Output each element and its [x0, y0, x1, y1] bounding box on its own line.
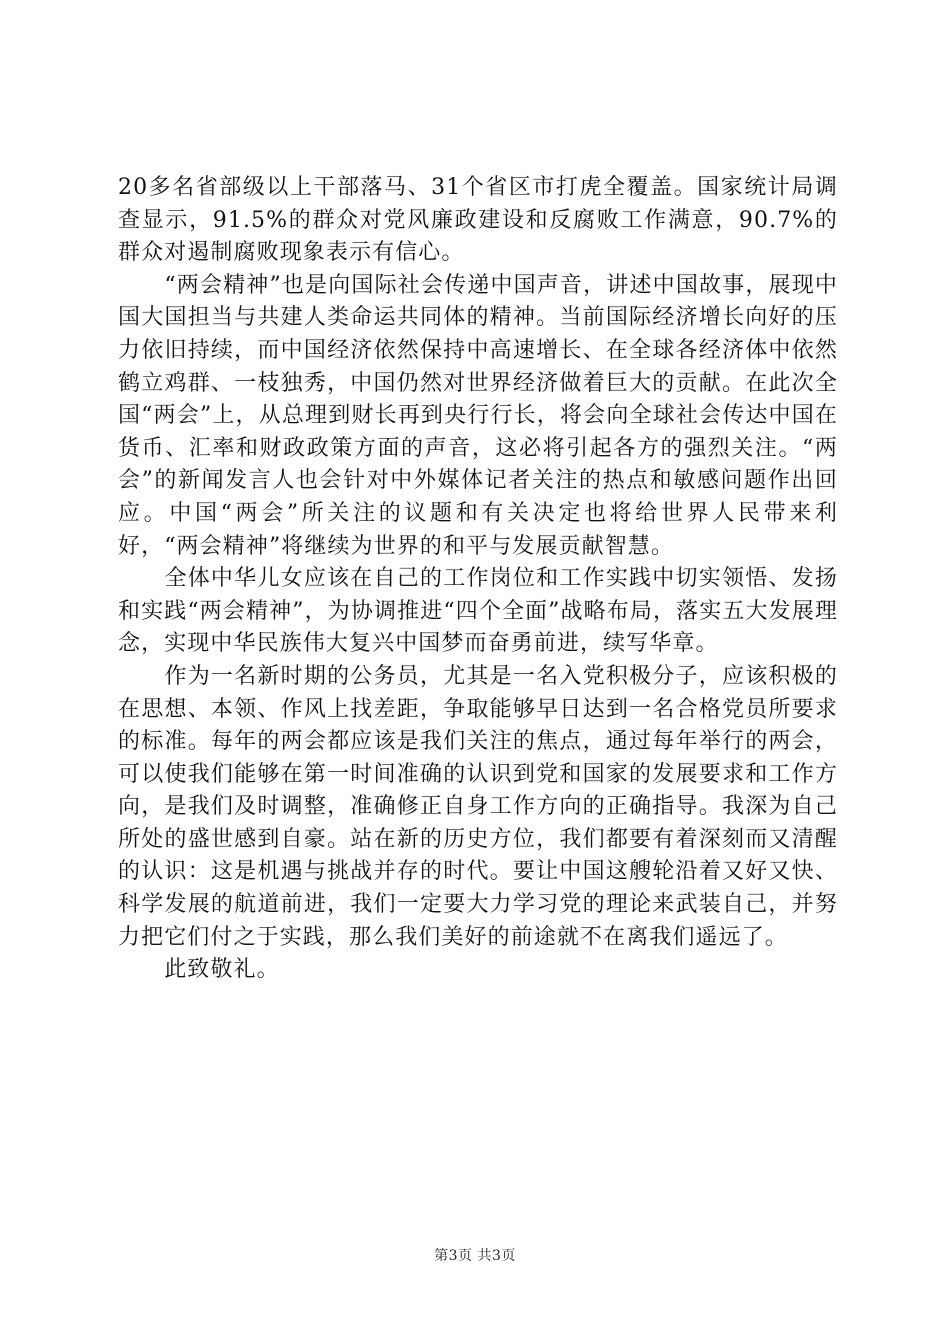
paragraph-2: “两会精神”也是向国际社会传递中国声音，讲述中国故事，展现中国大国担当与共建人类命运共同体的精神。当前国际经济增长向好的压力依旧持续，而中国经济依然保持中高速增长、在全球各经济体中依然鹤立鸡群、一枝独秀，中国仍然对世界经济做着巨大的贡献。在此次全国“两会”上，从总理到财长再到央行行长，将会向全球社会传达中国在货币、汇率和财政政策方面的声音，这必将引起各方的强烈关注。“两会”的新闻发言人也会针对中外媒体记者关注的热点和敏感问题作出回应。中国“两会”所关注的议题和有关决定也将给世界人民带来利好，“两会精神”将继续为世界的和平与发展贡献智慧。	[118, 272, 838, 559]
paragraph-3: 全体中华儿女应该在自己的工作岗位和工作实践中切实领悟、发扬和实践“两会精神”，为协调推进“四个全面”战略布局，落实五大发展理念，实现中华民族伟大复兴中国梦而奋勇前进，续写华章。	[118, 566, 838, 657]
document-body	[118, 172, 838, 987]
paragraph-4: 作为一名新时期的公务员，尤其是一名入党积极分子，应该积极的在思想、本领、作风上找差距，争取能够早日达到一名合格党员所要求的标准。每年的两会都应该是我们关注的焦点，通过每年举行的两会，可以使我们能够在第一时间准确的认识到党和国家的发展要求和工作方向，是我们及时调整，准确修正自身工作方向的正确指导。我深为自己所处的盛世感到自豪。站在新的历史方位，我们都要有着深刻而又清醒的认识：这是机遇与挑战并存的时代。要让中国这艘轮沿着又好又快、科学发展的航道前进，我们一定要大力学习党的理论来武装自己，并努力把它们付之于实践，那么我们美好的前途就不在离我们遥远了。	[118, 663, 838, 950]
page-number-footer: 第3页 共3页	[434, 1248, 516, 1264]
paragraph-1: 20多名省部级以上干部落马、31个省区市打虎全覆盖。国家统计局调查显示，91.5%的群众对党风廉政建设和反腐败工作满意，90.7%的群众对遏制腐败现象表示有信心。	[118, 175, 838, 266]
paragraph-closing: 此致敬礼。	[118, 957, 280, 983]
